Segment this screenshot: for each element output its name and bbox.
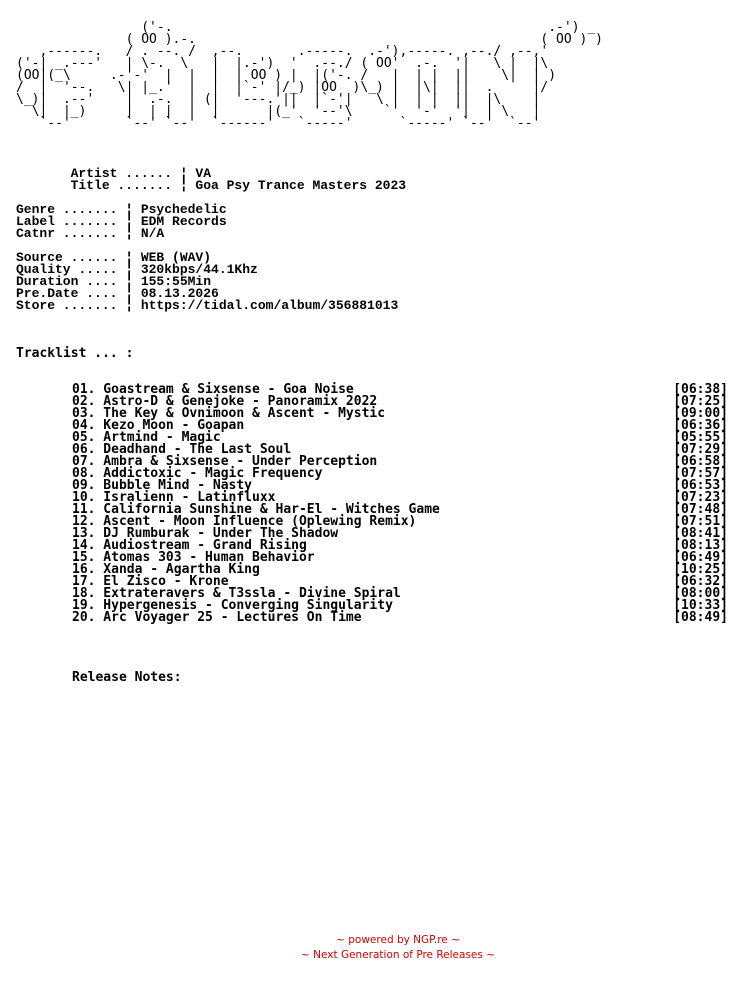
track-duration: [08:41] [673,526,728,541]
track-title: 02. Astro-D & Genejoke - Panoramix 2022 [72,394,378,409]
track-title: 16. Xanda - Agartha King [72,562,260,577]
track-duration: [10:33] [673,598,728,613]
track-title: 20. Arc Voyager 25 - Lectures On Time [72,610,362,625]
track-title: 13. DJ Rumburak - Under The Shadow [72,526,339,541]
track-title: 10. Isralienn - Latinfluxx [72,490,276,505]
track-duration: [07:23] [673,490,728,505]
label-line: Label ....... ¦ EDM Records [16,214,227,229]
track-duration: [09:00] [673,406,728,421]
track-title: 12. Ascent - Moon Influence (Oplewing Remix) [72,514,417,529]
tracklist [72,384,728,624]
track-title: 18. Extrateravers & T3ssla - Divine Spiral [72,586,401,601]
track-title: 06. Deadhand - The Last Soul [72,442,292,457]
catnr-line: Catnr ....... ¦ N/A [16,226,165,241]
genre-info-block [16,204,227,240]
track-title: 05. Artmind - Magic [72,430,221,445]
track-title: 08. Addictoxic - Magic Frequency [72,466,323,481]
track-duration: [06:49] [673,550,728,565]
track-duration: [07:25] [673,394,728,409]
track-title: 03. The Key & Ovnimoon & Ascent - Mystic [72,406,386,421]
track-duration: [07:29] [673,442,728,457]
release-notes-heading: Release Notes: [72,670,182,685]
track-title: 09. Bubble Mind - Nasty [72,478,253,493]
genre-line: Genre ....... ¦ Psychedelic [16,202,227,217]
track-title: 07. Ambra & Sixsense - Under Perception [72,454,378,469]
ascii-logo: ('-. .-') _ ( OO ).-. ( OO ) ) ,------. / . --. / ,--. .-----. .-'),-----. ,--./ ,--,' ('-| _.---' | \-. \ | |.-') ' .--./ ( OO' .-. '| \ | |\ (OO|(_\ .-'-' | | | | OO ) | |('-. / | | | || \| | ) / | '--. \| |_.' | | |`-' |/_) |OO )\_) | |\| || . |/ \_)| .--' | .-. | (| '---.'|| |`-'| \ | | | || |\ | \| |_) | | | | | |(_' '--'\ `' '-' '| | \ | `--' `--' `--' `------' `-----' `-----' `--' `--' [16,20,603,131]
tracklist-heading: Tracklist ... : [16,346,134,361]
track-duration: [06:38] [673,382,728,397]
artist-info-block [16,168,406,192]
predate-line: Pre.Date .... ¦ 08.13.2026 [16,286,219,301]
track-duration: [05:55] [673,430,728,445]
track-title: 04. Kezo Moon - Goapan [72,418,245,433]
footer-tagline: ~ Next Generation of Pre Releases ~ [301,949,495,961]
title-line: Title ....... ¦ Goa Psy Trance Masters 2023 [70,178,407,193]
footer [0,933,736,963]
track-title: 19. Hypergenesis - Converging Singularity [72,598,393,613]
track-duration: [08:49] [673,610,728,625]
track-title: 11. California Sunshine & Har-El - Witches Game [72,502,440,517]
store-line: Store ....... ¦ https://tidal.com/album/356881013 [16,298,399,313]
footer-powered-by: ~ powered by NGP.re ~ [336,934,460,946]
source-info-block [16,252,398,312]
track-duration: [07:51] [673,514,728,529]
track-title: 01. Goastream & Sixsense - Goa Noise [72,382,354,397]
track-duration: [06:53] [673,478,728,493]
quality-line: Quality ..... ¦ 320kbps/44.1Khz [16,262,258,277]
track-duration: [06:32] [673,574,728,589]
track-duration: [07:48] [673,502,728,517]
track-duration: [06:36] [673,418,728,433]
source-line: Source ...... ¦ WEB (WAV) [16,250,212,265]
track-duration: [10:25] [673,562,728,577]
track-title: 17. El Zisco - Krone [72,574,229,589]
track-row [72,612,728,624]
track-duration: [08:13] [673,538,728,553]
track-duration: [08:00] [673,586,728,601]
artist-line: Artist ...... ¦ VA [70,166,212,181]
track-duration: [06:58] [673,454,728,469]
track-title: 15. Atomas 303 - Human Behavior [72,550,315,565]
duration-line: Duration .... ¦ 155:55Min [16,274,212,289]
track-title: 14. Audiostream - Grand Rising [72,538,307,553]
track-duration: [07:57] [673,466,728,481]
